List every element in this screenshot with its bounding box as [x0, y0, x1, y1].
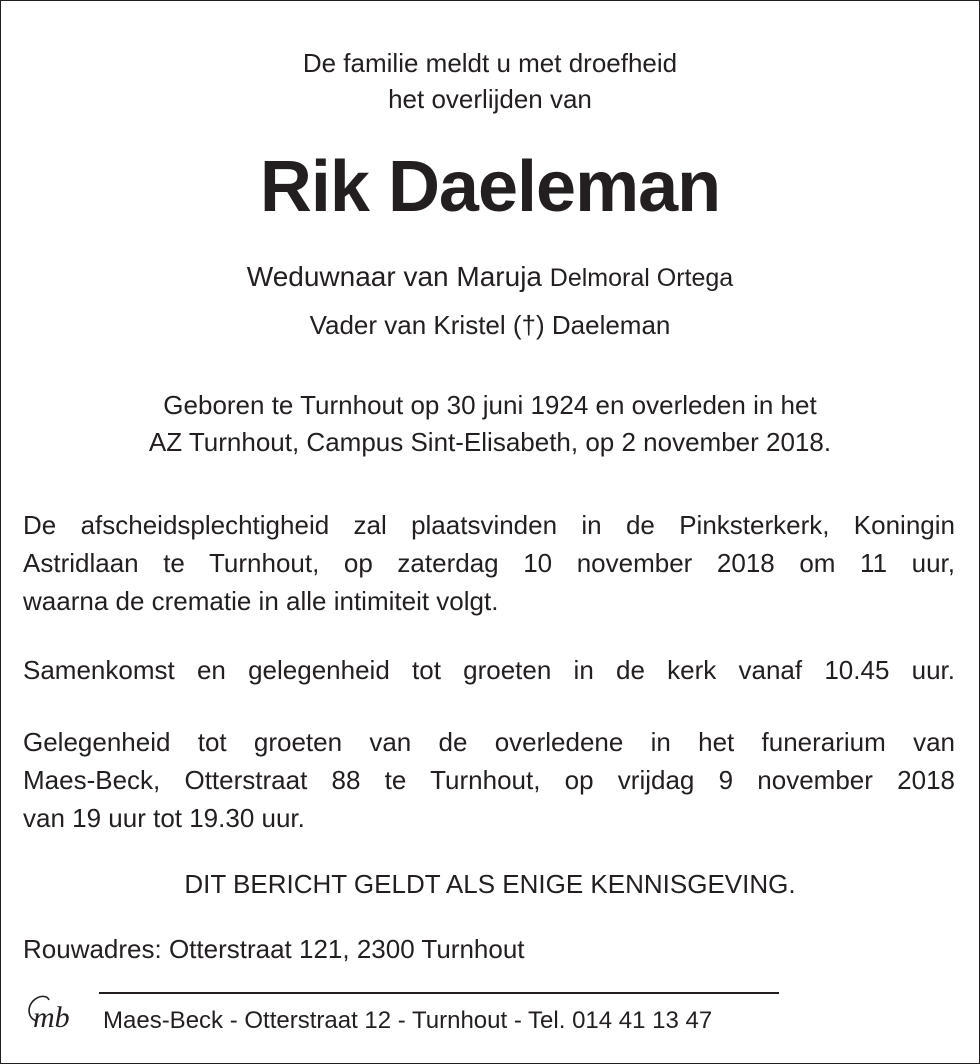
birth-death-line-2: AZ Turnhout, Campus Sint-Elisabeth, op 2 november 2018. [148, 427, 832, 457]
mb-logo-icon [23, 991, 87, 1037]
viewing-line-3: van 19 uur tot 19.30 uur. [23, 803, 305, 833]
ceremony-line-2: Astridlaan te Turnhout, op zaterdag 10 november 2018 om 11 uur, [23, 548, 955, 578]
father-of-line: Vader van Kristel (†) Daeleman [309, 310, 671, 340]
ceremony-line-1: De afscheidsplechtigheid zal plaatsvinden in de Pinksterkerk, Koningin [23, 510, 955, 540]
funeral-home-logo [23, 991, 87, 1037]
gathering-paragraph [23, 651, 955, 689]
footer-divider [99, 992, 779, 994]
deceased-name: Rik Daeleman [259, 147, 721, 227]
notice-line: DIT BERICHT GELDT ALS ENIGE KENNISGEVING. [184, 869, 796, 899]
ceremony-paragraph [23, 506, 955, 620]
logo-text: mb [33, 1001, 70, 1034]
widower-line [1, 259, 979, 296]
birth-death-line-1: Geboren te Turnhout op 30 juni 1924 en overleden in het [163, 390, 817, 420]
ceremony-line-3: waarna de crematie in alle intimiteit volgt. [23, 586, 499, 616]
viewing-line-2: Maes-Beck, Otterstraat 88 te Turnhout, op vrijdag 9 november 2018 [23, 765, 955, 795]
intro-line-1: De familie meldt u met droefheid [302, 48, 678, 78]
widower-prefix: Weduwnaar van Maruja [246, 261, 542, 292]
viewing-line-1: Gelegenheid tot groeten van de overledene in het funerarium van [23, 727, 955, 757]
gathering-line-1: Samenkomst en gelegenheid tot groeten in de kerk vanaf 10.45 uur. [23, 655, 955, 685]
viewing-paragraph [23, 723, 955, 837]
funeral-home-footer: Maes-Beck - Otterstraat 12 - Turnhout - Tel. 014 41 13 47 [103, 1007, 713, 1034]
intro-line-2: het overlijden van [388, 84, 592, 114]
mourning-address: Rouwadres: Otterstraat 121, 2300 Turnhout [23, 934, 525, 964]
widower-surname: Delmoral Ortega [549, 264, 734, 292]
